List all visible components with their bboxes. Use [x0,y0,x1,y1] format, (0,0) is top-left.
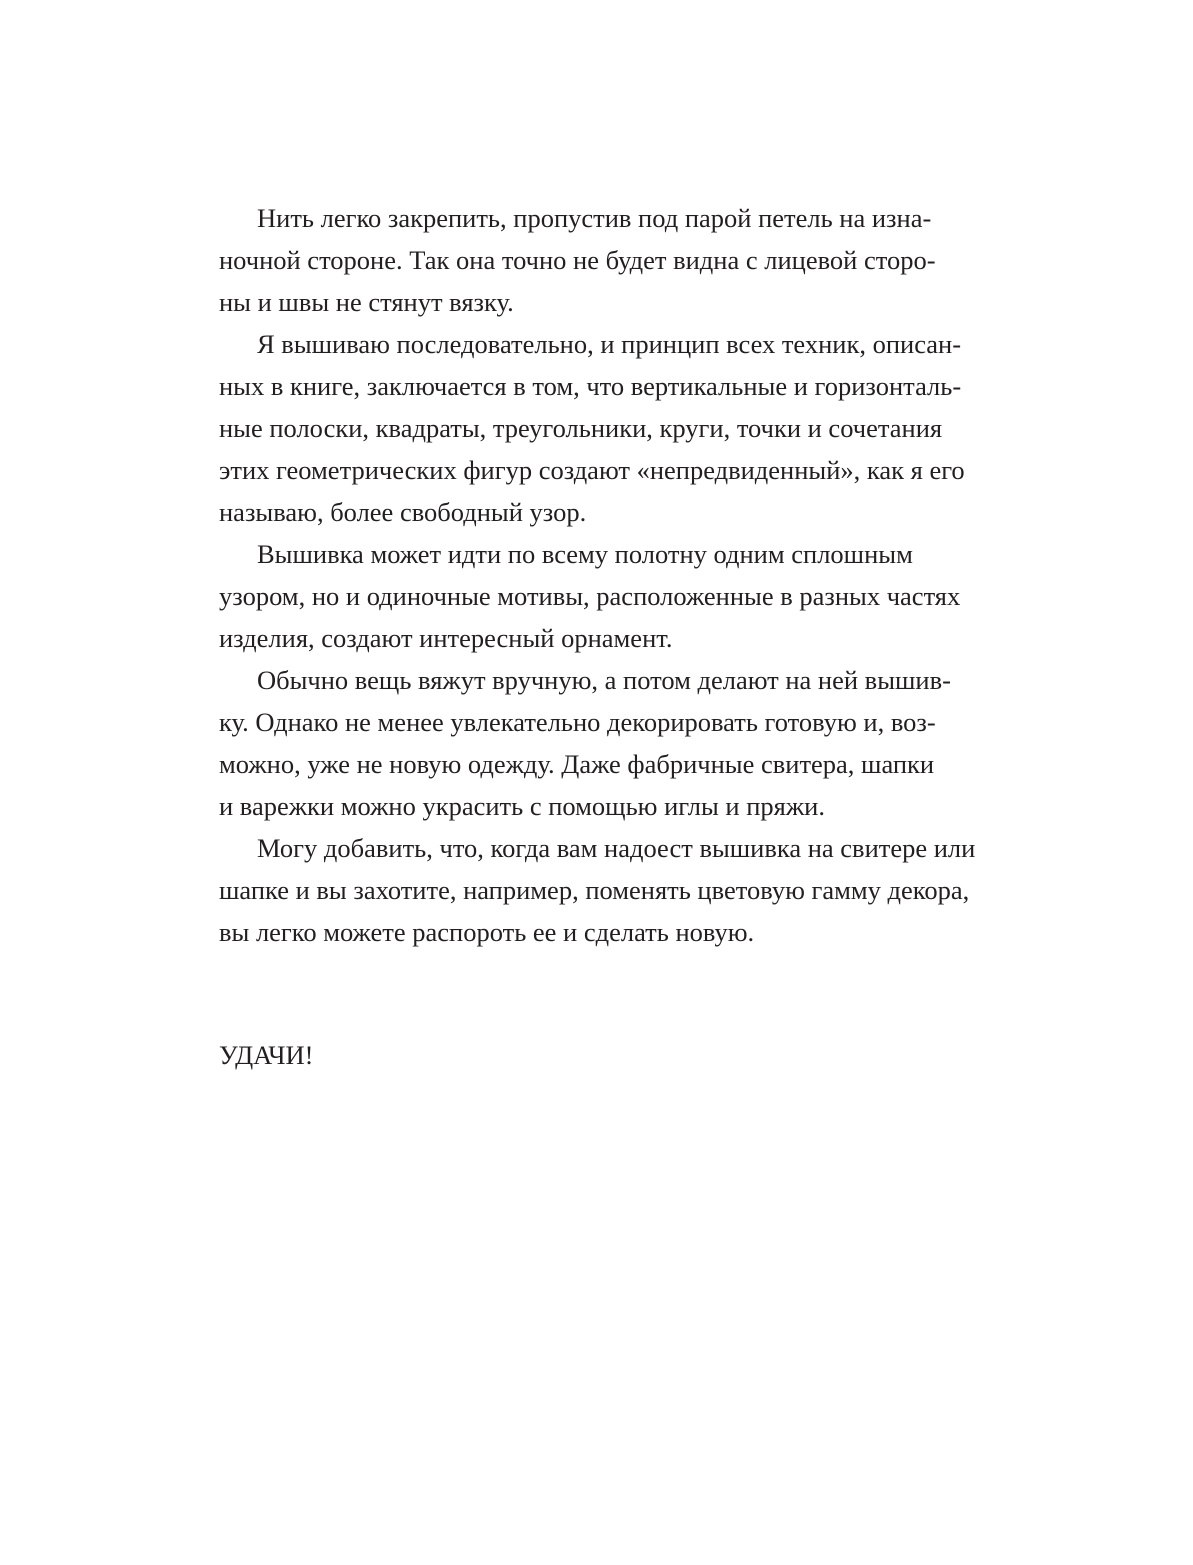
body-text [219,197,1019,953]
paragraph-line: Могу добавить, что, когда вам надоест вышивка на свитере или [257,833,976,863]
paragraph-line: вы легко можете распороть ее и сделать новую. [219,917,755,947]
paragraph-line: Вышивка может идти по всему полотну одним сплошным [257,539,913,569]
paragraph-line: называю, более свободный узор. [219,497,587,527]
paragraph-line: Обычно вещь вяжут вручную, а потом делают на ней вышив- [257,665,951,695]
paragraph-5 [219,827,1019,953]
paragraph-line: изделия, создают интересный орнамент. [219,623,673,653]
paragraph-3 [219,533,1019,659]
paragraph-line: ку. Однако не менее увлекательно декорировать готовую и, воз- [219,707,936,737]
paragraph-4 [219,659,1019,827]
paragraph-line: этих геометрических фигур создают «непредвиденный», как я его [219,455,965,485]
paragraph-line: ночной стороне. Так она точно не будет видна с лицевой сторо- [219,245,936,275]
paragraph-line: ных в книге, заключается в том, что вертикальные и горизонталь- [219,371,962,401]
paragraph-1 [219,197,1019,323]
paragraph-line: шапке и вы захотите, например, поменять цветовую гамму декора, [219,875,970,905]
paragraph-line: можно, уже не новую одежду. Даже фабричные свитера, шапки [219,749,935,779]
paragraph-line: ны и швы не стянут вязку. [219,287,514,317]
paragraph-line: Я вышиваю последовательно, и принцип всех техник, описан- [257,329,962,359]
paragraph-line: и варежки можно украсить с помощью иглы и пряжи. [219,791,825,821]
closing-text: УДАЧИ! [219,1040,314,1070]
paragraph-line: ные полоски, квадраты, треугольники, круги, точки и сочетания [219,413,943,443]
paragraph-line: Нить легко закрепить, пропустив под парой петель на изна- [257,203,932,233]
paragraph-2 [219,323,1019,533]
paragraph-line: узором, но и одиночные мотивы, расположенные в разных частях [219,581,961,611]
